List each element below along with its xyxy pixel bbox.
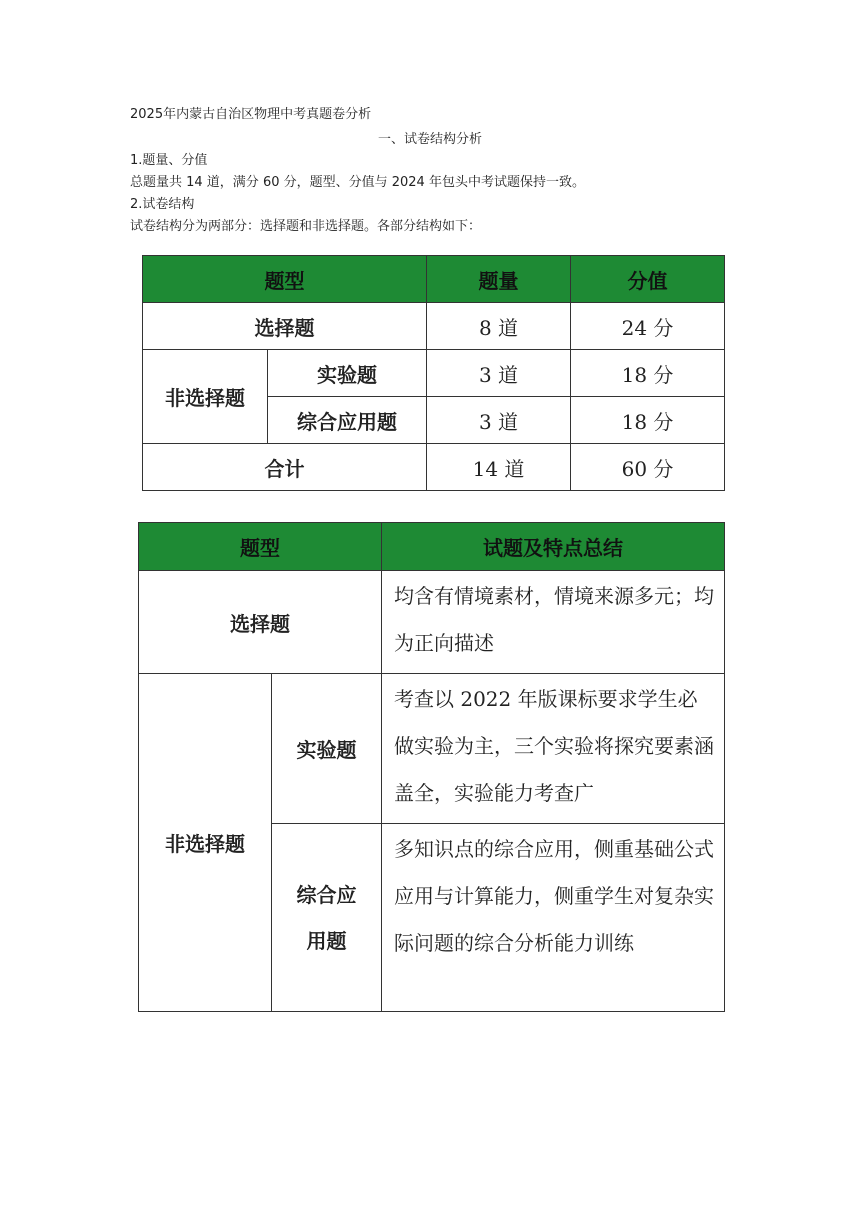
subheading-quantity: 1.题量、分值 [130, 153, 208, 168]
row-label [272, 824, 382, 1012]
row-description: 考查以 2022 年版课标要求学生必做实验为主，三个实验将探究要素涵盖全，实验能力考查广 [382, 674, 725, 824]
row-description: 均含有情境素材，情境来源多元；均为正向描述 [382, 571, 725, 674]
row-label: 综合应用题 [268, 397, 427, 444]
row-label-line: 用题 [306, 928, 347, 953]
document-title: 2025年内蒙古自治区物理中考真题卷分析 [130, 107, 372, 122]
section-heading: 一、试卷结构分析 [377, 132, 482, 147]
row-description: 多知识点的综合应用，侧重基础公式应用与计算能力，侧重学生对复杂实际问题的综合分析能力训练 [382, 824, 725, 1012]
row-count: 8 道 [427, 303, 571, 350]
group-label: 非选择题 [139, 674, 272, 1012]
table-row [143, 444, 725, 491]
table-header-row [143, 256, 725, 303]
row-score: 18 分 [571, 350, 725, 397]
row-label: 选择题 [143, 303, 427, 350]
subheading-structure: 2.试卷结构 [130, 197, 195, 212]
table-header-row [139, 523, 725, 571]
header-type: 题型 [139, 523, 382, 571]
table-row [139, 674, 725, 824]
row-label-line: 综合应 [296, 882, 357, 907]
header-summary: 试题及特点总结 [382, 523, 725, 571]
table-row [143, 350, 725, 397]
row-label: 实验题 [272, 674, 382, 824]
row-score: 18 分 [571, 397, 725, 444]
row-score: 24 分 [571, 303, 725, 350]
row-count: 14 道 [427, 444, 571, 491]
row-label: 合计 [143, 444, 427, 491]
row-score: 60 分 [571, 444, 725, 491]
table-row [143, 303, 725, 350]
group-label: 非选择题 [143, 350, 268, 444]
structure-table [142, 255, 725, 491]
row-label: 选择题 [139, 571, 382, 674]
header-score: 分值 [571, 256, 725, 303]
paragraph-quantity: 总题量共 14 道，满分 60 分，题型、分值与 2024 年包头中考试题保持一致。 [130, 175, 585, 190]
header-type: 题型 [143, 256, 427, 303]
table-row [139, 571, 725, 674]
row-count: 3 道 [427, 397, 571, 444]
row-count: 3 道 [427, 350, 571, 397]
paragraph-structure: 试卷结构分为两部分：选择题和非选择题。各部分结构如下： [130, 219, 482, 234]
summary-table [138, 522, 725, 1012]
header-count: 题量 [427, 256, 571, 303]
row-label: 实验题 [268, 350, 427, 397]
